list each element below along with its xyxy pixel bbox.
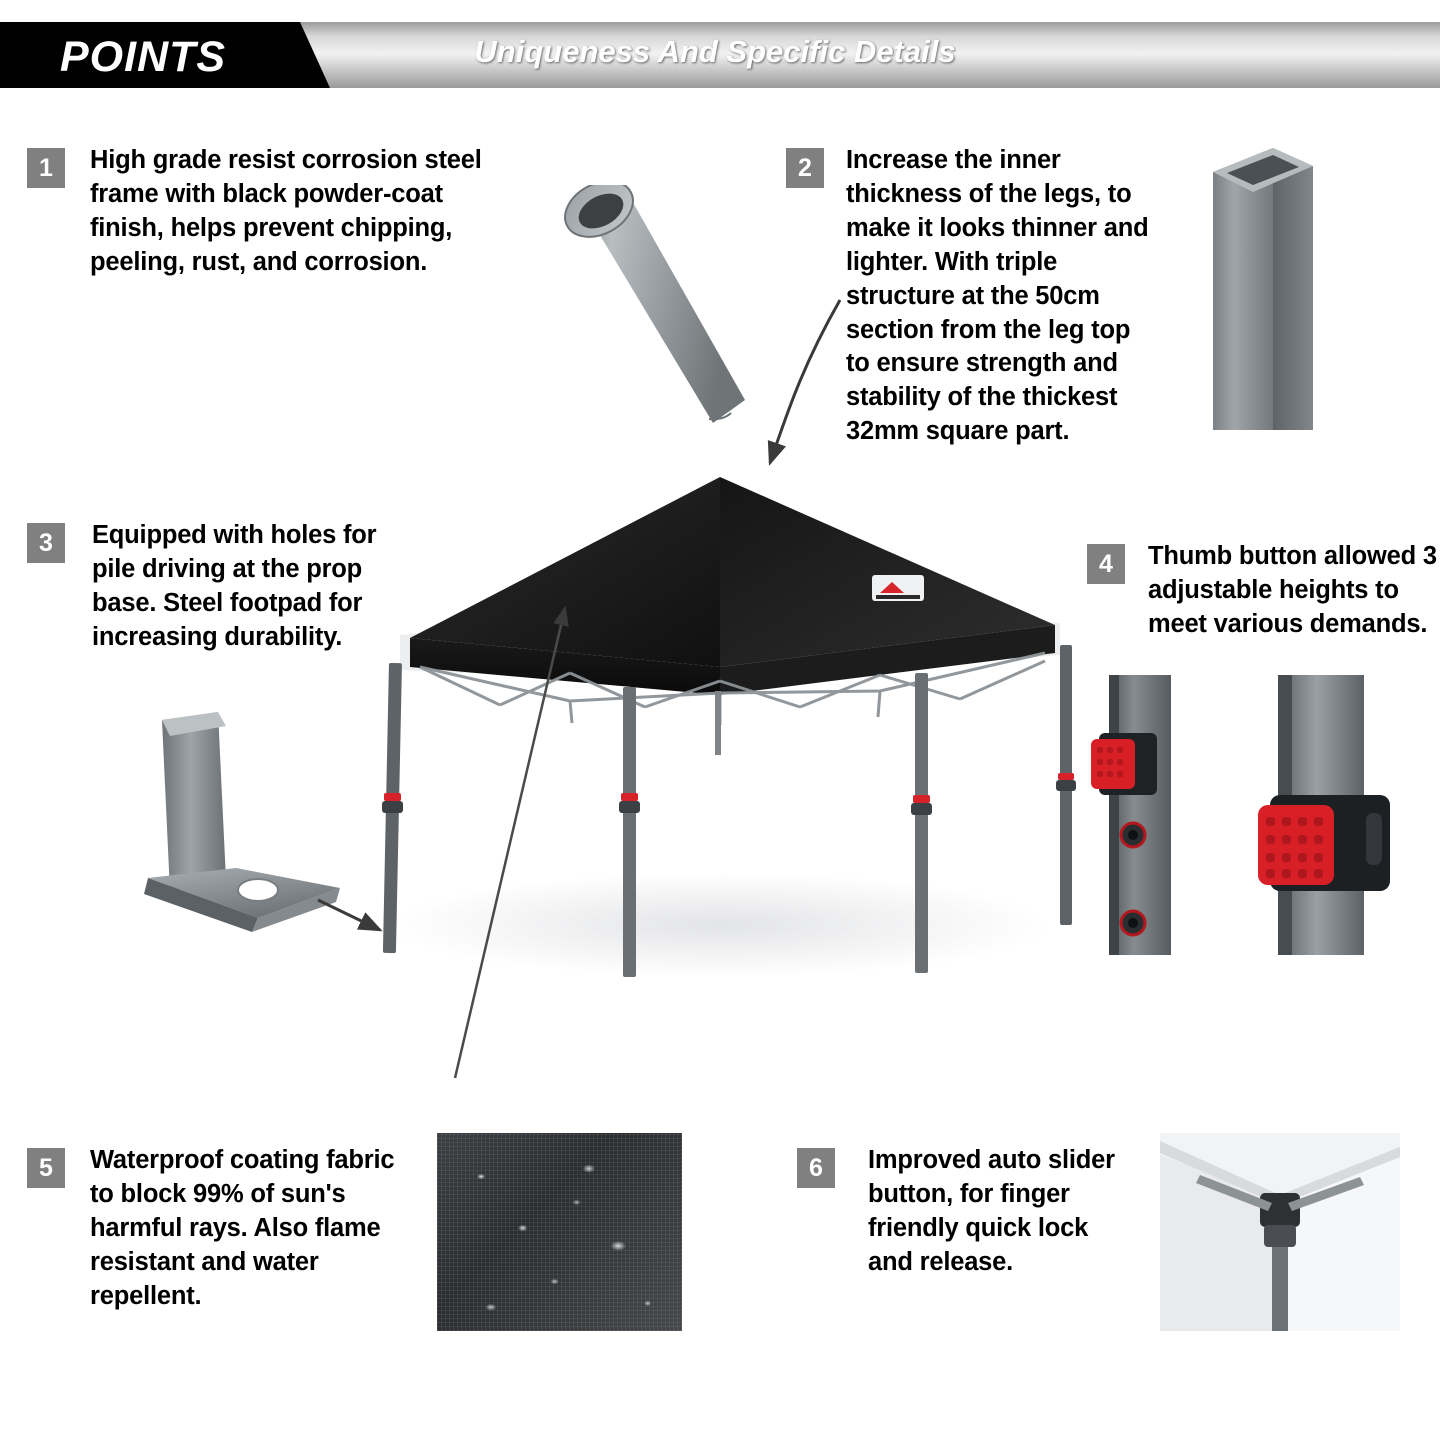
thumb-button-leg-image-2 xyxy=(1240,675,1420,955)
canopy-tent-image xyxy=(300,455,1130,1015)
point-badge-2: 2 xyxy=(786,148,824,188)
page-title: POINTS xyxy=(60,33,227,81)
point-text-2: Increase the inner thickness of the legs, to make it looks thinner and lighter. With triple structure at the 50cm section from the leg top to ensure strength and stability of the thickest 32mm square part. xyxy=(846,146,1149,446)
round-steel-tube-image xyxy=(535,185,775,430)
point-text-6: Improved auto slider button, for finger friendly quick lock and release. xyxy=(868,1146,1115,1276)
point-text-5: Waterproof coating fabric to block 99% of sun's harmful rays. Also flame resistant and water repellent. xyxy=(90,1146,395,1310)
point-badge-3: 3 xyxy=(27,523,65,563)
point-text-3: Equipped with holes for pile driving at the prop base. Steel footpad for increasing durability. xyxy=(92,521,377,651)
point-badge-6: 6 xyxy=(797,1148,835,1188)
point-text-1: High grade resist corrosion steel frame with black powder-coat finish, helps prevent chipping, peeling, rust, and corrosion. xyxy=(90,146,482,276)
arrow-point-2 xyxy=(770,300,840,463)
square-steel-leg-tube-image xyxy=(1195,140,1325,430)
point-badge-1: 1 xyxy=(27,148,65,188)
header-banner xyxy=(0,22,1445,90)
header-subtitle: Uniqueness And Specific Details xyxy=(474,34,956,69)
point-text-4: Thumb button allowed 3 adjustable heights to meet various demands. xyxy=(1148,542,1437,638)
waterproof-fabric-swatch-image xyxy=(437,1133,682,1331)
point-badge-5: 5 xyxy=(27,1148,65,1188)
point-badge-4: 4 xyxy=(1087,544,1125,584)
canopy-underside-slider-image xyxy=(1160,1133,1400,1331)
